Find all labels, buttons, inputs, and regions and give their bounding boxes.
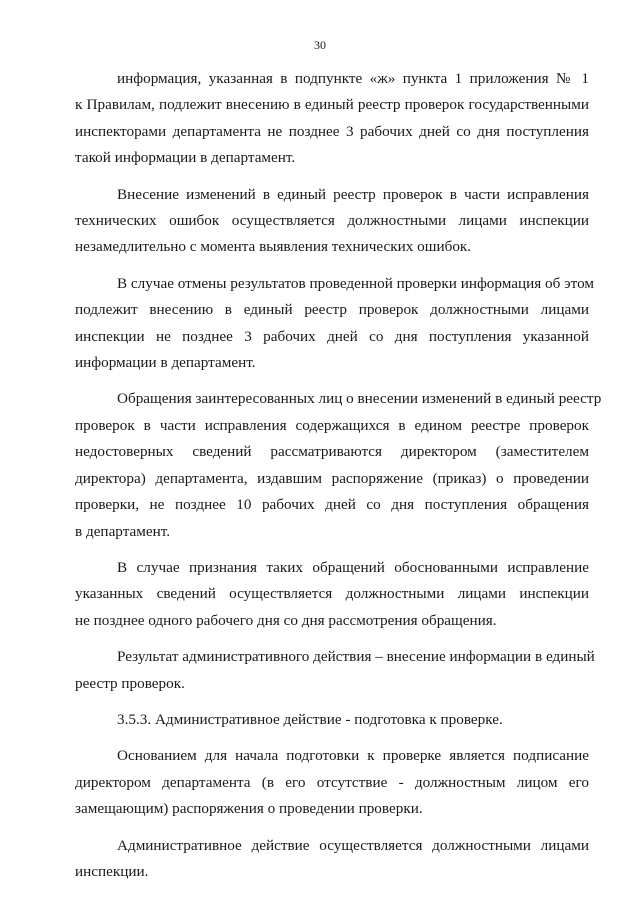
- text-line: к Правилам, подлежит внесению в единый реестр проверок государственными: [75, 96, 589, 114]
- text-line: Внесение изменений в единый реестр проверок в части исправления: [117, 185, 589, 203]
- text-line: В случае признания таких обращений обоснованными исправление: [117, 558, 589, 576]
- text-line: не позднее одного рабочего дня со дня рассмотрения обращения.: [75, 611, 497, 629]
- text-line: инспекции.: [75, 862, 149, 880]
- text-line: незамедлительно с момента выявления технических ошибок.: [75, 238, 472, 256]
- text-line: технических ошибок осуществляется должностными лицами инспекции: [75, 212, 589, 230]
- text-line: инспекторами департамента не позднее 3 рабочих дней со дня поступления: [75, 122, 589, 140]
- text-line: Обращения заинтересованных лиц о внесении изменений в единый реестр: [117, 390, 602, 408]
- section-heading: [75, 707, 589, 733]
- text-line: инспекции не позднее 3 рабочих дней со дня поступления указанной: [75, 327, 589, 345]
- paragraph-9: [75, 833, 589, 886]
- paragraph-4: [75, 386, 602, 544]
- paragraph-8: [75, 743, 589, 822]
- text-line: информация, указанная в подпункте «ж» пункта 1 приложения № 1: [117, 70, 589, 87]
- text-line: проверок в части исправления содержащихся в едином реестре проверок: [75, 416, 589, 434]
- text-line: В случае отмены результатов проведенной проверки информация об этом: [117, 274, 595, 292]
- document-body: [75, 66, 602, 885]
- text-line: Результат административного действия – внесение информации в единый: [117, 648, 595, 666]
- text-line: проверки, не позднее 10 рабочих дней со дня поступления обращения: [75, 496, 589, 514]
- text-line: Административное действие осуществляется должностными лицами: [117, 836, 589, 854]
- text-line: реестр проверок.: [75, 674, 185, 692]
- paragraph-5: [75, 555, 589, 634]
- page-number: 30: [314, 38, 326, 52]
- text-line: в департамент.: [75, 522, 171, 540]
- text-line: такой информации в департамент.: [75, 149, 296, 167]
- text-line: недостоверных сведений рассматриваются директором (заместителем: [75, 443, 589, 461]
- text-line: 3.5.3. Административное действие - подготовка к проверке.: [117, 710, 503, 728]
- text-line: информации в департамент.: [75, 354, 256, 372]
- text-line: директором департамента (в его отсутствие - должностным лицом его: [75, 773, 589, 791]
- paragraph-3: [75, 271, 595, 377]
- text-line: подлежит внесению в единый реестр проверок должностными лицами: [75, 301, 589, 319]
- text-line: директора) департамента, издавшим распоряжение (приказ) о проведении: [75, 469, 589, 487]
- paragraph-1: [75, 66, 589, 172]
- text-line: Основанием для начала подготовки к проверке является подписание: [117, 747, 589, 765]
- paragraph-2: [75, 182, 589, 261]
- text-line: замещающим) распоряжения о проведении проверки.: [75, 800, 423, 818]
- paragraph-6: [75, 644, 595, 697]
- text-line: указанных сведений осуществляется должностными лицами инспекции: [75, 585, 589, 603]
